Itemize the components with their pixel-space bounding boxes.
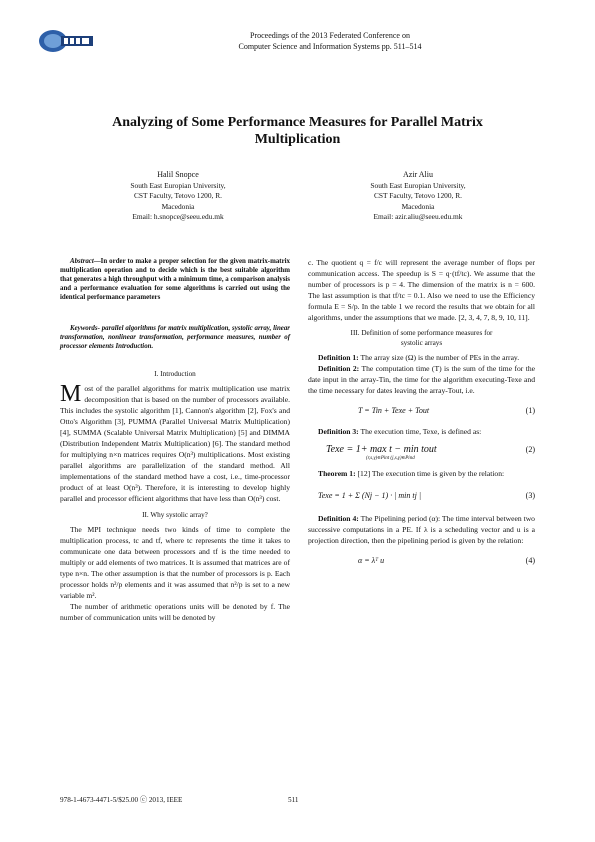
section-paragraph: c. The quotient q = f/c will represent the average number of flops per communication access. The speedup is S = q·(tf/tc). We assume that the number of processors is p = 4. The dimension of the matrix is n = 600. The last assumption is that tf/tc = 0.1. Also we need to use the Efficiency formula E = S/p. In the table 1 we record the results that we obtain for all algorithms, under the assumptions that we made. [2, 3, 4, 7, 8, 9, 10, 11]. [308, 258, 535, 322]
author-affiliation: South East Europian University, [130, 180, 226, 190]
equation-subscript: (r,s,γ)∈Pint (j,s,γ)∈Pind [366, 456, 415, 461]
conference-logo [37, 28, 95, 54]
conference-header [150, 30, 510, 52]
right-column [308, 257, 535, 568]
keywords-lead: Keywords- [70, 325, 100, 332]
equation-number: (2) [525, 445, 535, 454]
equation-number: (1) [525, 406, 535, 415]
footer-isbn: 978-1-4673-4471-5/$25.00 ⓒ 2013, IEEE [60, 796, 183, 804]
header-line-2: Computer Science and Information Systems pp. 511–514 [238, 42, 422, 51]
author-block-1 [78, 170, 278, 223]
definition-lead: Definition 1: [318, 353, 359, 362]
author-email: Email: h.snopce@seeu.edu.mk [132, 212, 224, 221]
section-heading-line: systolic arrays [400, 339, 443, 347]
section-paragraph: The number of arithmetic operations units will be denoted by f. The number of communication units will be denoted by [60, 602, 290, 622]
section-heading: II. Why systolic array? [142, 511, 208, 519]
keywords-text: parallel algorithms for matrix multiplication, systolic array, linear transformation, nonlinear transformation, performance measures, number of processor elements Introduction. [60, 325, 290, 351]
equation-body: α = λᵀ u [358, 556, 385, 565]
author-block-2 [318, 170, 518, 223]
title-line-1: Analyzing of Some Performance Measures for Parallel Matrix [112, 115, 483, 130]
section-heading [308, 328, 535, 348]
definition-lead: Definition 3: [318, 427, 359, 436]
theorem-lead: Theorem 1: [318, 469, 356, 478]
equation-4 [308, 554, 535, 568]
abstract-text: —In order to make a proper selection for the given matrix-matrix multiplication operation and to decide which is the best suitable algorithm that generates a high throughput with a minimum time, a comparison analysis and a performance evaluation for some algorithms is carried out using the identical performance parameters [60, 258, 290, 302]
equation-number: (4) [525, 556, 535, 565]
drop-cap: M [60, 381, 82, 407]
paper-title [90, 114, 505, 148]
page-number: 511 [288, 796, 299, 804]
header-line-1: Proceedings of the 2013 Federated Conference on [250, 31, 410, 40]
equation-1 [308, 404, 535, 418]
title-line-2: Multiplication [254, 132, 341, 147]
definition-text: The array size (Ω) is the number of PEs in the array. [358, 353, 520, 362]
author-affiliation: South East Europian University, [370, 180, 466, 190]
abstract-lead: Abstract [70, 258, 94, 265]
definition-text: The execution time, Texe, is defined as: [358, 427, 482, 436]
author-affiliation: CST Faculty, Tetovo 1200, R. [133, 191, 223, 200]
author-email: Email: azir.aliu@seeu.edu.mk [373, 212, 463, 221]
author-name: Halil Snopce [157, 170, 199, 179]
equation-2 [308, 443, 535, 455]
equation-number: (3) [525, 491, 535, 500]
abstract [60, 257, 290, 302]
equation-body: T = Tin + Texe + Tout [358, 406, 430, 415]
equation-body: Texe = 1 + Σ (Nj − 1) · | min tj | [318, 491, 422, 500]
definition-lead: Definition 2: [318, 364, 360, 373]
section-heading: I. Introduction [154, 370, 196, 378]
definition-lead: Definition 4: [318, 514, 359, 523]
author-affiliation: CST Faculty, Tetovo 1200, R. [373, 191, 463, 200]
keywords [60, 324, 290, 351]
equation-3 [308, 489, 535, 503]
author-affiliation: Macedonia [161, 201, 195, 211]
section-heading-line: III. Definition of some performance measures for [350, 329, 493, 337]
definition-text: The Pipelining period (α): The time interval between two successive computations in a PE. If λ is a scheduling vector and u is a projection direction, then the pipelining period is given by the relation: [308, 514, 535, 545]
equation-body: Texe = 1+ max t − min tout [326, 444, 437, 455]
theorem-text: [12] The execution time is given by the relation: [355, 469, 505, 478]
section-paragraph: ost of the parallel algorithms for matrix multiplication use matrix decomposition that is based on the number of processors available. This includes the systolic algorithm [1], Cannon's algorithm [2], Fox's and Otto's Algorithm [3], PUMMA (Parallel Universal Matrix Multiplication) [4], SUMMA (Scalable Universal Matrix Multiplication) [5] and DIMMA (Distribution Independent Matrix Multiplication) [6]. The standard method for multiplying n×n matrices requires O(n³) multiplications. Most existing parallel algorithms are parallelization of the standard method. All implementations of the standard method have a cost, i.e., time-processor product of at least O(n³). Therefore, it is interesting to develop highly parallel and processor efficient algorithms that have less than O(n³) cost. [60, 384, 290, 503]
author-affiliation: Macedonia [401, 201, 435, 211]
section-1 [60, 369, 290, 623]
section-paragraph: The MPI technique needs two kinds of time to complete the multiplication process, tc and tf, where tc represents the time it takes to communicate one data between processors and tf is the time needed to multiply or add elements of two matrices. It is assumed that matrices are of type n×n. The other assumption is that the number of processors is p. Each processor holds n²/p elements and it was assumed that n²/p is set to a new variable m². [60, 525, 290, 600]
author-name: Azir Aliu [403, 170, 433, 179]
definition-text: The computation time (T) is the sum of the time for the date input in the array-Tin, the time for the algorithm executing-Texe and the time necessary for dates leaving the array-Tout, i.e. [308, 364, 535, 395]
